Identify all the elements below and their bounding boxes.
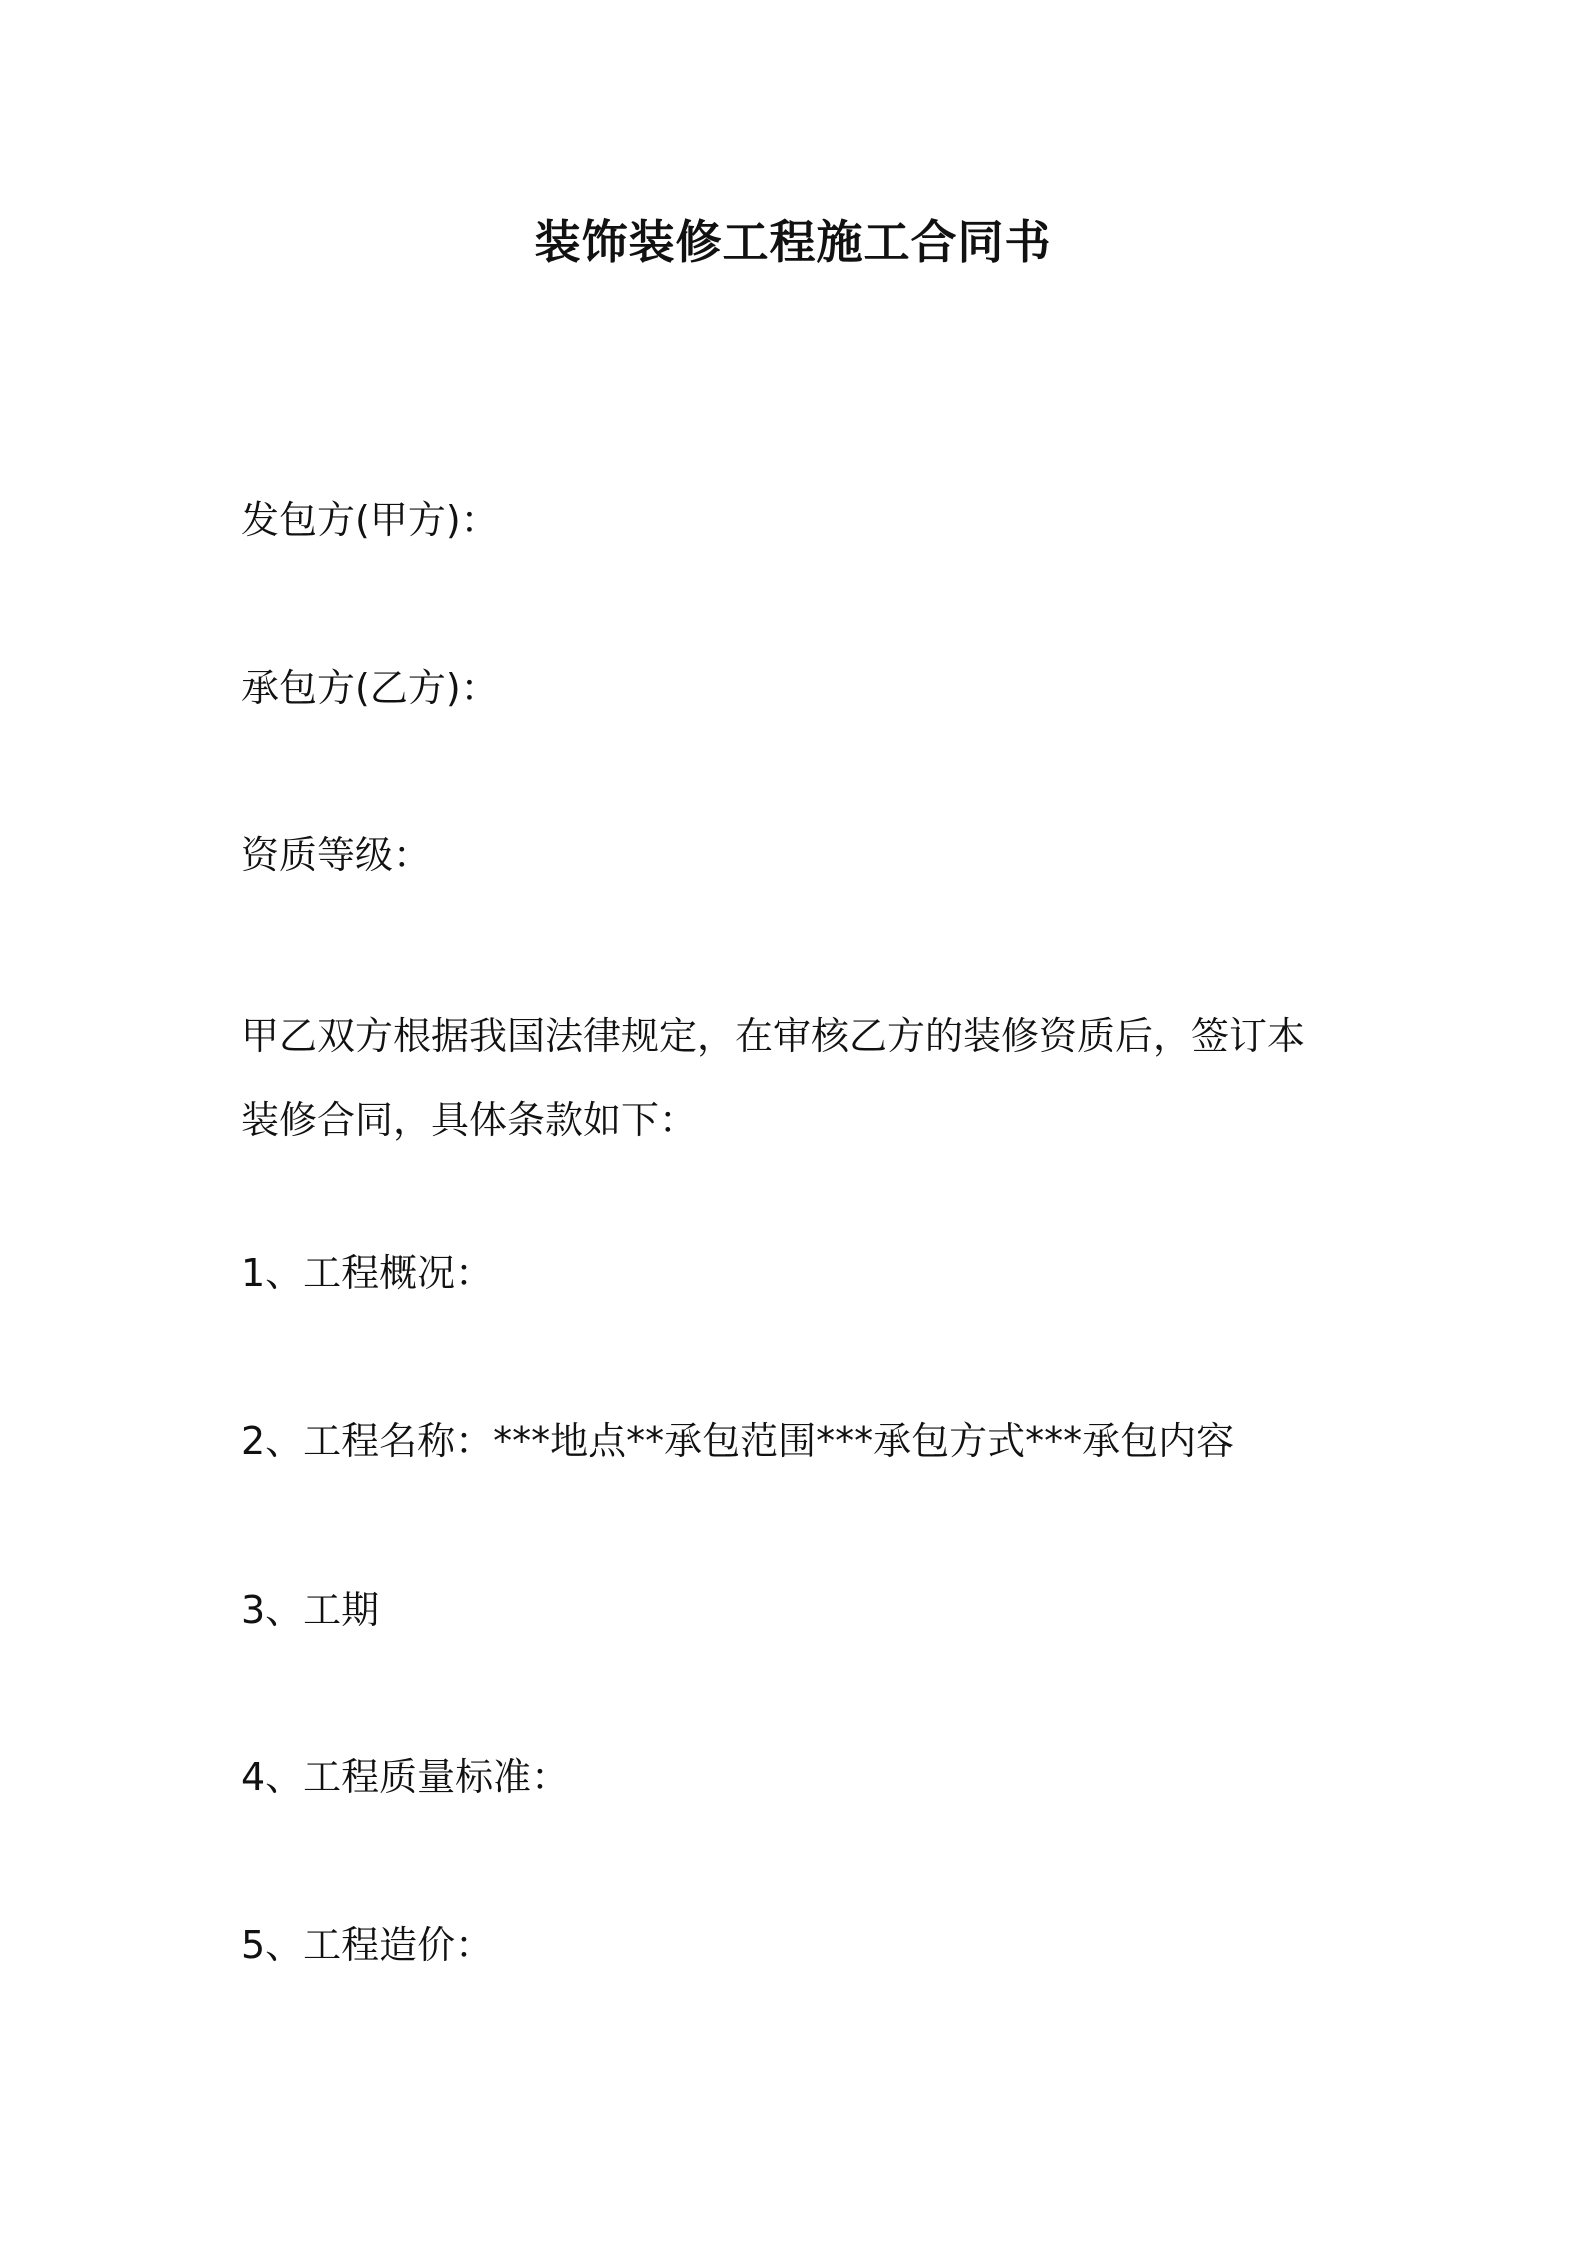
intro-line: 甲乙双方根据我国法律规定，在审核乙方的装修资质后，签订本 (241, 1014, 1306, 1058)
document-title: 装饰装修工程施工合同书 (534, 215, 1052, 269)
clause-item: 4、工程质量标准： (241, 1755, 570, 1799)
party-b-label: 承包方(乙方)： (241, 666, 499, 710)
intro-paragraph (241, 994, 1371, 1162)
clause-item: 1、工程概况： (241, 1251, 494, 1295)
party-a-label: 发包方(甲方)： (241, 498, 499, 542)
clause-item: 5、工程造价： (241, 1923, 494, 1967)
clause-item: 2、工程名称：***地点**承包范围***承包方式***承包内容 (241, 1419, 1235, 1463)
qualification-label: 资质等级： (241, 833, 432, 877)
clause-item: 3、工期 (241, 1588, 380, 1632)
intro-line: 装修合同，具体条款如下： (241, 1098, 698, 1142)
